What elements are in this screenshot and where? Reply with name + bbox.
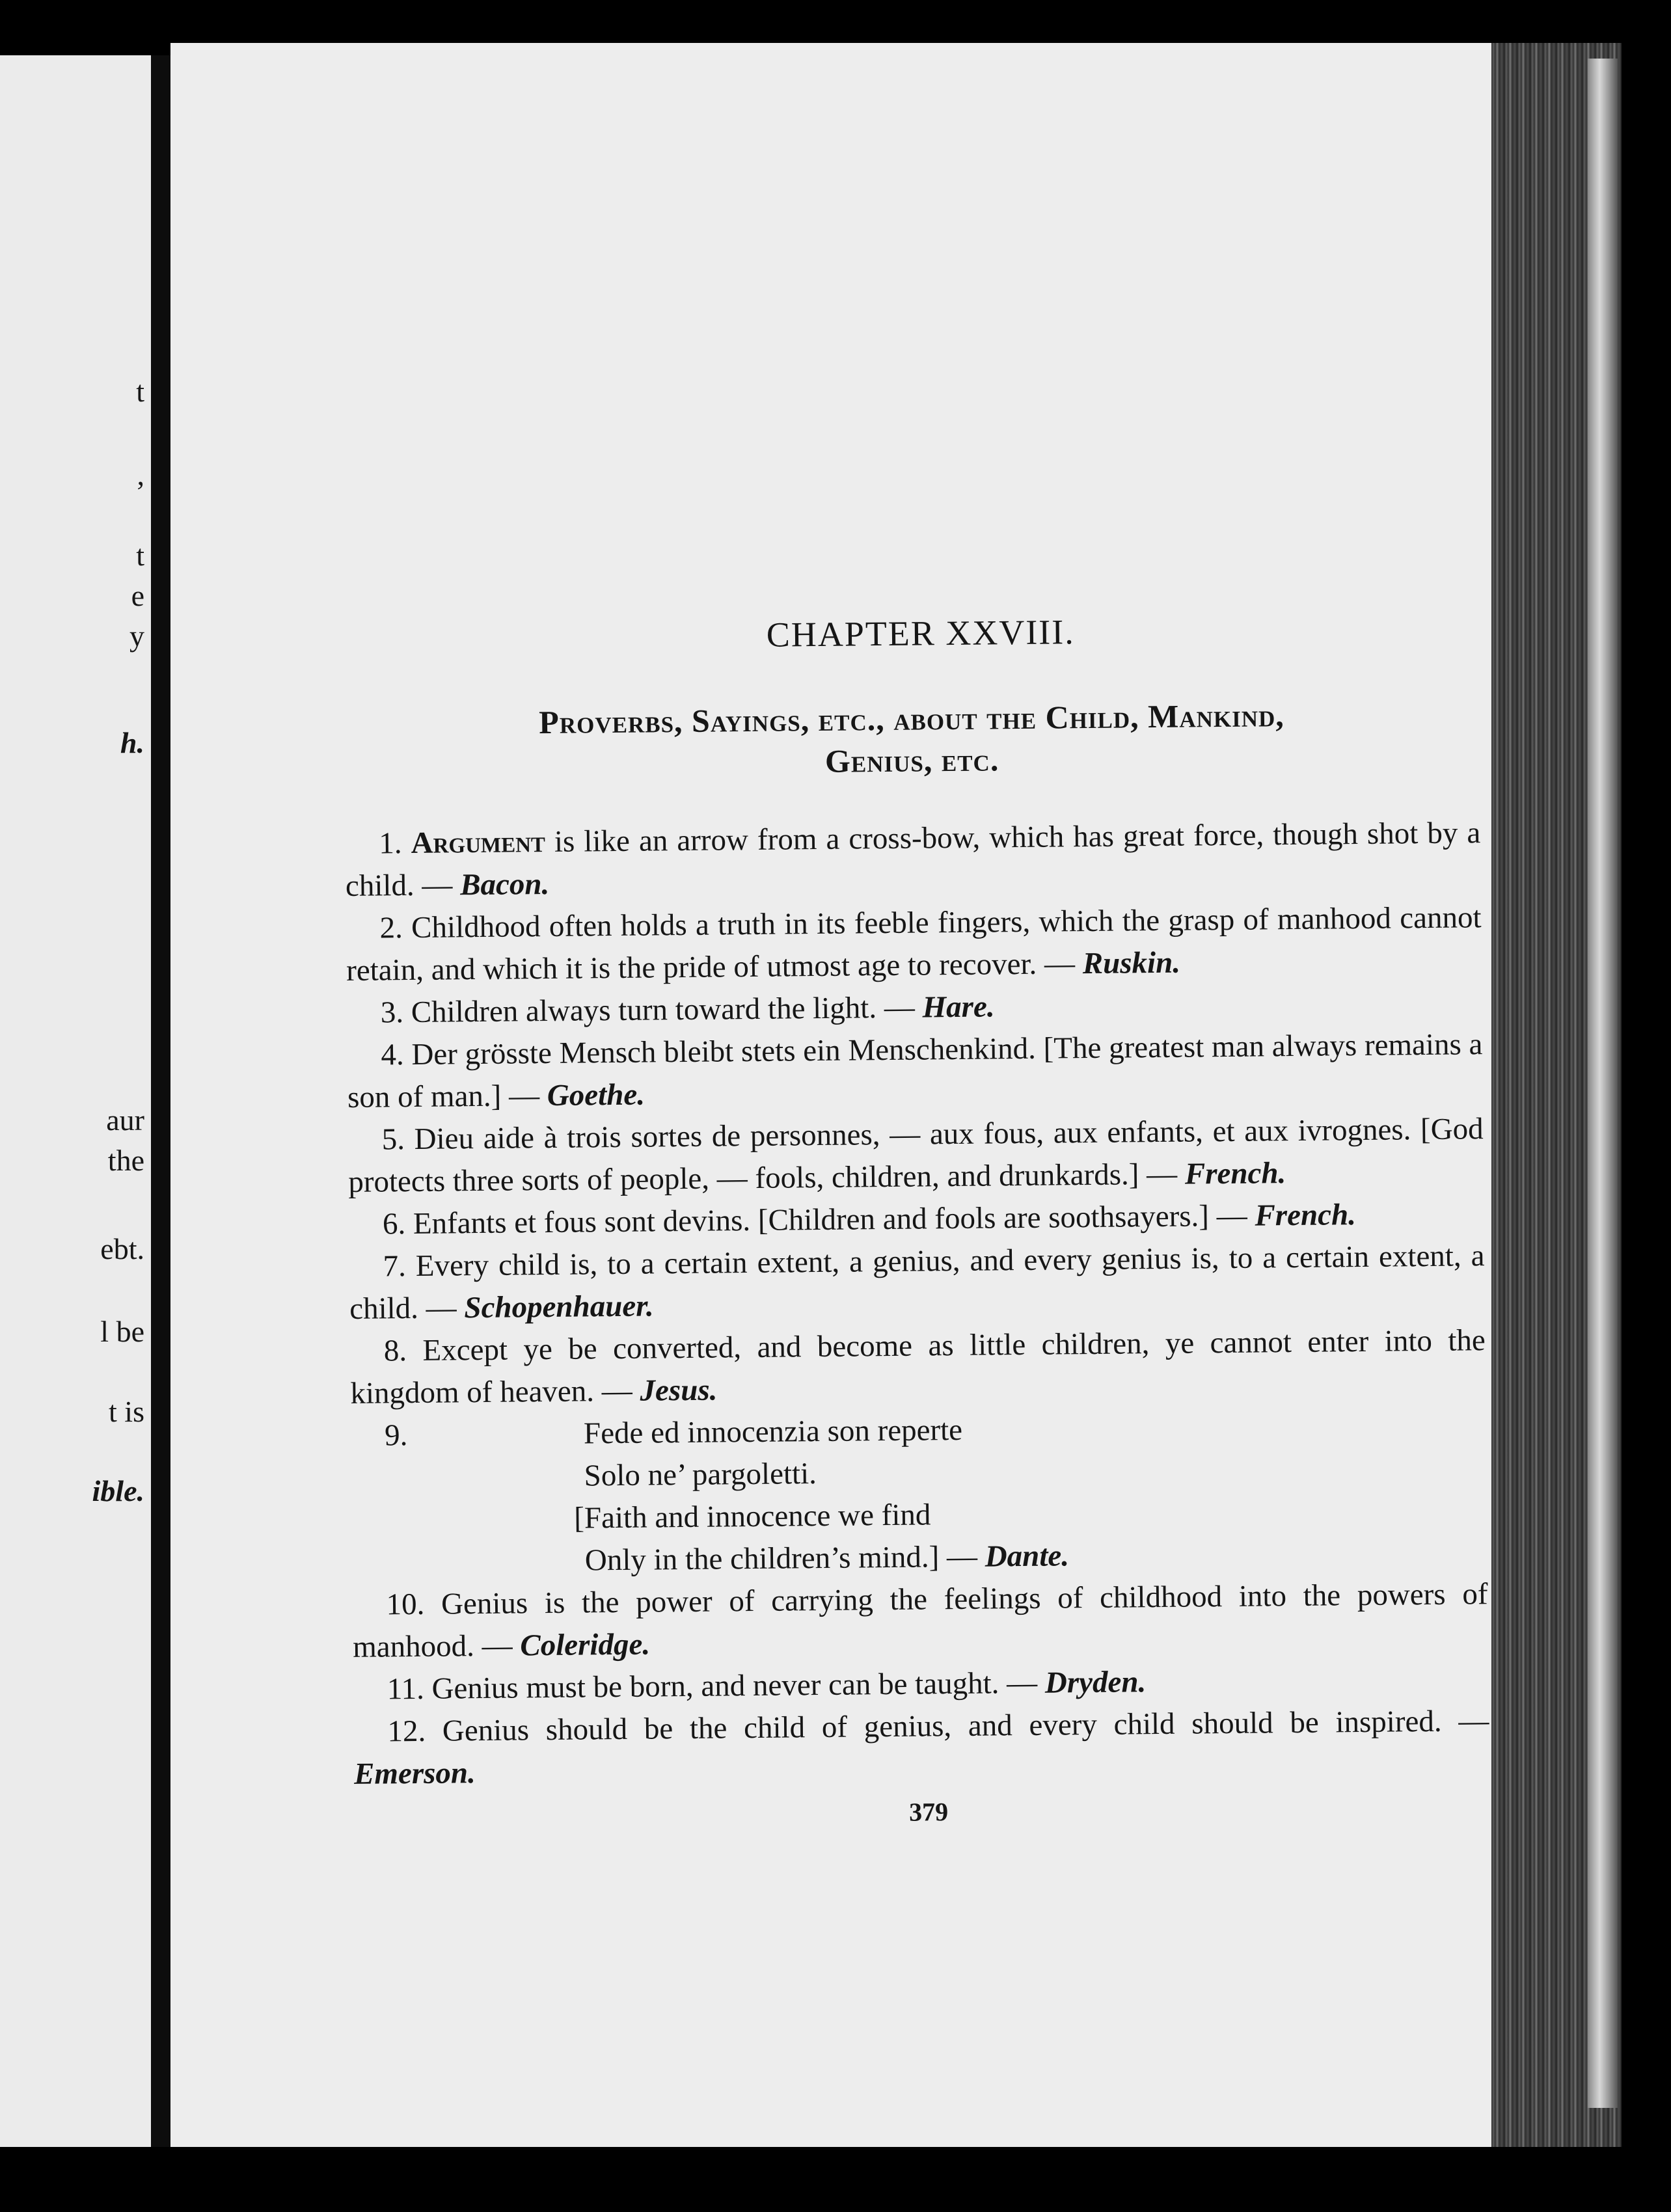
left-page-fragment: t	[136, 375, 144, 408]
entry-text: Every child is, to a certain extent, a genius, and every genius is, to a certain extent, a child. —	[349, 1239, 1485, 1326]
left-page-fragment: l be	[100, 1315, 144, 1348]
entry-text: Dieu aide à trois sortes de personnes, — aux fous, aux enfants, et aux ivrognes. [God protects three sorts of people, — fools, children, and drunkards.] —	[348, 1112, 1484, 1199]
section-heading-line: Proverbs, Sayings, etc., about the Child, Mankind,	[538, 697, 1285, 741]
verse-line: Fede ed innocenzia son reperte	[583, 1412, 963, 1451]
section-heading-line: Genius, etc.	[824, 741, 999, 779]
proverb-entry	[347, 1108, 1484, 1204]
left-page-fragment: the	[107, 1144, 144, 1177]
proverb-entry	[345, 812, 1481, 908]
entry-text: Genius must be born, and never can be taught. —	[431, 1666, 1046, 1706]
proverb-entry	[346, 897, 1482, 992]
entry-text: Genius is the power of carrying the feelings of childhood into the powers of manhood. —	[352, 1577, 1488, 1664]
entry-number: 12.	[387, 1714, 426, 1749]
entry-attribution: Jesus.	[640, 1373, 718, 1408]
left-page-fragment: ible.	[92, 1474, 144, 1507]
entry-attribution: Goethe.	[547, 1077, 645, 1113]
entry-text: Children always turn toward the light. —	[411, 990, 923, 1030]
left-page-fragment: h.	[120, 726, 144, 759]
left-page-fragment: t is	[109, 1395, 144, 1428]
page-number: 379	[908, 1797, 949, 1827]
verse-entry	[351, 1404, 1488, 1584]
entry-number: 11.	[387, 1671, 425, 1706]
entry-number: 8.	[383, 1334, 407, 1368]
entry-attribution: Schopenhauer.	[464, 1289, 654, 1325]
left-page-fragment: e	[131, 579, 144, 612]
proverb-entry	[352, 1573, 1488, 1669]
entry-number: 7.	[383, 1249, 407, 1284]
entry-text: Except ye be converted, and become as little children, ye cannot enter into the kingdom of heaven. —	[350, 1323, 1486, 1410]
book-page	[170, 43, 1491, 2147]
entry-attribution: Dryden.	[1044, 1665, 1147, 1700]
entry-number: 5.	[381, 1122, 405, 1157]
entry-lead-word: Argument	[411, 825, 546, 861]
left-facing-page	[0, 55, 151, 2147]
section-heading	[344, 692, 1480, 787]
left-page-fragment: t	[136, 539, 144, 572]
entry-number: 1.	[379, 826, 402, 861]
entry-attribution: French.	[1184, 1156, 1286, 1191]
proverb-entry	[349, 1235, 1485, 1330]
entry-attribution: Emerson.	[353, 1756, 476, 1791]
entry-number: 4.	[381, 1038, 404, 1072]
verse-line: [Faith and innocence we find	[574, 1498, 931, 1535]
proverb-entry	[353, 1700, 1489, 1796]
page-content	[343, 608, 1490, 1833]
verse-line: Solo ne’ pargoletti.	[584, 1457, 817, 1493]
proverb-list	[345, 812, 1489, 1796]
entry-attribution: Ruskin.	[1082, 945, 1181, 981]
entry-text: Genius should be the child of genius, and every child should be inspired. —	[442, 1704, 1489, 1748]
entry-text: Der grösste Mensch bleibt stets ein Menschenkind. [The greatest man always remains a son of man.] —	[347, 1027, 1483, 1114]
left-page-fragment: ,	[137, 458, 144, 491]
page-stack-highlight	[1588, 59, 1618, 2108]
entry-text: Childhood often holds a truth in its feeble fingers, which the grasp of manhood cannot retain, and which it is the pride of utmost age to recover. —	[346, 900, 1482, 988]
left-page-fragment: ebt.	[100, 1232, 144, 1265]
entry-attribution: Hare.	[922, 990, 995, 1025]
entry-number: 3.	[380, 995, 404, 1030]
chapter-title: CHAPTER XXVIII.	[766, 612, 1076, 654]
verse-line: Only in the children’s mind.] —	[584, 1539, 985, 1578]
entry-attribution: Dante.	[985, 1539, 1070, 1574]
entry-attribution: Coleridge.	[520, 1627, 651, 1663]
entry-number: 10.	[386, 1587, 425, 1622]
proverb-entry	[347, 1023, 1483, 1119]
entry-number: 2.	[379, 911, 403, 945]
entry-text: Enfants et fous sont devins. [Children and fools are soothsayers.] —	[413, 1198, 1255, 1241]
entry-attribution: French.	[1255, 1198, 1357, 1233]
entry-text: is like an arrow from a cross-bow, which has great force, though shot by a child. —	[345, 816, 1481, 903]
entry-attribution: Bacon.	[459, 867, 550, 902]
verse-line-final	[585, 1535, 1070, 1582]
entry-number: 6.	[382, 1207, 406, 1241]
book-gutter	[151, 55, 170, 2147]
proverb-entry	[350, 1319, 1486, 1415]
left-page-fragment: y	[129, 619, 144, 653]
left-page-fragment: aur	[106, 1103, 144, 1137]
entry-number: 9.	[384, 1418, 408, 1453]
